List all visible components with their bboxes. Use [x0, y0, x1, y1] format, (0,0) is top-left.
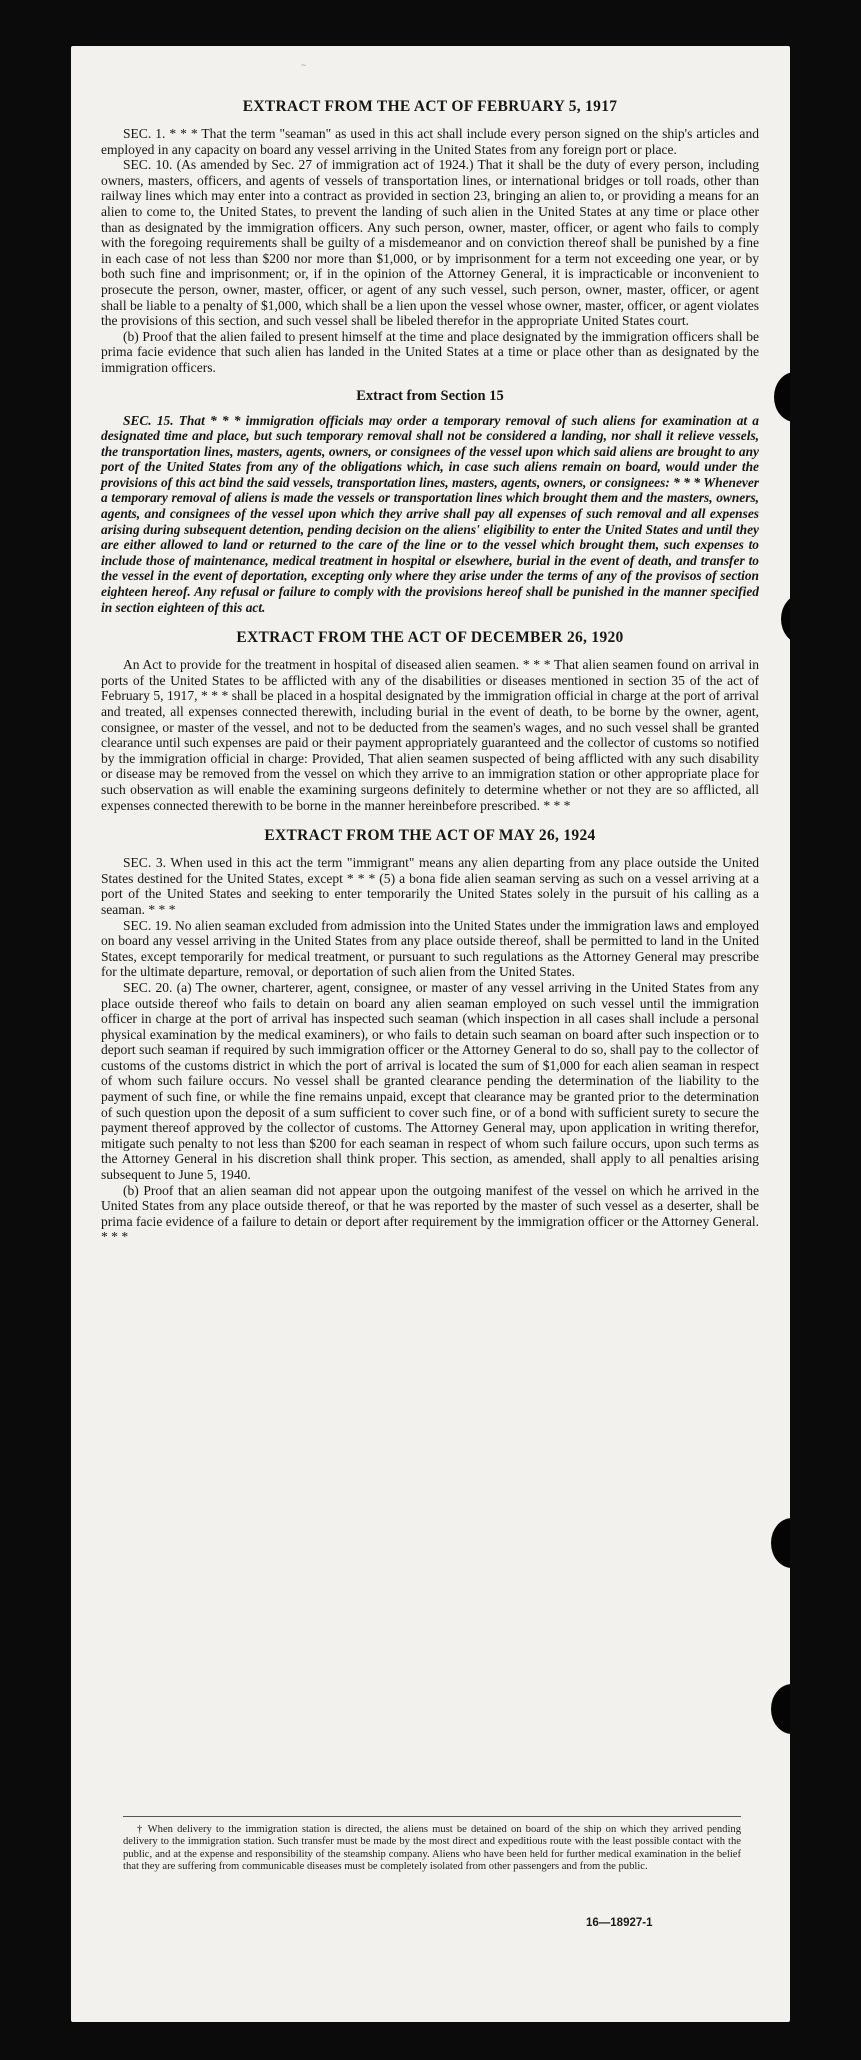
italic-paragraph: SEC. 15. That * * * immigration officials may order a temporary removal of such aliens for examination at a designated time and place, but such temporary removal shall not be considered a landing, nor shall it relieve vessels, the transportation lines, masters, agents, owners, or consignees of the vessel upon which said aliens are brought to any port of the United States from any of the obligations which, in case such aliens remain on board, would under the provisions of this act bind the said vessels, transportation lines, masters, agents, owners, or consignees: * * * Whenever a temporary removal of aliens is made the vessels or transportation lines which brought them and the masters, owners, agents, and consignees of the vessel upon which they arrive shall pay all expenses of such removal and all expenses arising during subsequent detention, pending decision on the aliens' eligibility to enter the United States and until they are either allowed to land or returned to the care of the line or to the vessel which brought them, such expenses to include those of maintenance, medical treatment in hospital or elsewhere, burial in the event of death, and transfer to the vessel in the event of deportation, excepting only where they arise under the terms of any of the provisos of section eighteen hereof. Any refusal or failure to comply with the provisions hereof shall be punished in the manner specified in section eighteen of this act. [101, 412, 759, 615]
page-mark: ~ [301, 60, 307, 70]
punch-hole-icon [771, 1684, 790, 1734]
section-title: EXTRACT FROM THE ACT OF FEBRUARY 5, 1917 [242, 98, 618, 115]
footnote [123, 1816, 741, 1874]
section-extract-15 [101, 388, 759, 616]
paragraph: (b) Proof that an alien seaman did not appear upon the outgoing manifest of the vessel on which he arrived in the United States from any place outside thereof, or that he was reported by the master of such vessel as a deserter, shall be prima facie evidence of a failure to detain or deport after requirement by the immigration officer or the Attorney General. * * * [101, 1182, 759, 1245]
paragraph: SEC. 1. * * * That the term "seaman" as used in this act shall include every person signed on the ship's articles and employed in any capacity on board any vessel arriving in the United States from any foreign port or place. [101, 126, 759, 157]
punch-hole-icon [771, 1518, 790, 1568]
document-body [101, 98, 759, 1245]
section-act-1917 [101, 98, 759, 376]
section-act-1924 [101, 827, 759, 1245]
section-act-1920 [101, 629, 759, 813]
section-title: EXTRACT FROM THE ACT OF MAY 26, 1924 [264, 827, 596, 845]
paragraph: SEC. 20. (a) The owner, charterer, agent, consignee, or master of any vessel arriving in the United States from any place outside thereof who fails to detain on board any alien seaman employed on such vessel until the immigration officer in charge at the port of arrival has inspected such seaman (which inspection in all cases shall include a personal physical examination by the medical examiners), or who fails to detain such seaman on board after such inspection or to deport such seaman if required by such immigration officer or the Attorney General to do so, shall pay to the collector of customs of the customs district in which the port of arrival is located the sum of $1,000 for each alien seaman in respect of whom such failure occurs. No vessel shall be granted clearance pending the determination of the liability to the payment of such fine, or while the fine remains unpaid, except that clearance may be granted prior to the determination of such question upon the deposit of a sum sufficient to cover such fine, or of a bond with sufficient surety to secure the payment thereof approved by the collector of customs. The Attorney General may, upon application in writing therefor, mitigate such penalty to not less than $200 for each seaman in respect of whom such failure occurs, upon such terms as the Attorney General in his discretion shall think proper. This section, as amended, shall apply to all penalties arising subsequent to June 5, 1940. [101, 979, 759, 1183]
form-number: 16—18927-1 [586, 1917, 653, 1929]
section-subtitle: Extract from Section 15 [356, 387, 504, 404]
paragraph: (b) Proof that the alien failed to present himself at the time and place designated by the immigration officers shall be prima facie evidence that such alien has landed in the United States at a time or place other than as designated by the immigration officers. [101, 328, 759, 375]
paragraph: SEC. 10. (As amended by Sec. 27 of immigration act of 1924.) That it shall be the duty of every person, including owners, masters, officers, and agents of vessels of transportation lines, or international bridges or toll roads, other than railway lines which may enter into a contract as provided in section 23, bringing an alien to, or providing a means for an alien to come to, the United States, to prevent the landing of such alien in the United States at any time or place other than as designated by the immigration officers. Any such person, owner, master, officer, or agent who fails to comply with the foregoing requirements shall be guilty of a misdemeanor and on conviction thereof shall be punished by a fine in each case of not less than $200 nor more than $1,000, or by imprisonment for a term not exceeding one year, or by both such fine and imprisonment; or, if in the opinion of the Attorney General, it is impracticable or inconvenient to prosecute the person, owner, master, officer, or agent of any such vessel, such person, owner, master, officer, or agent shall be liable to a penalty of $1,000, which shall be a lien upon the vessel whose owner, master, officer, or agent violates the provisions of this section, and such vessel shall be libeled therefor in the appropriate United States court. [101, 157, 759, 329]
paragraph: SEC. 3. When used in this act the term "immigrant" means any alien departing from any place outside the United States destined for the United States, except * * * (5) a bona fide alien seaman serving as such on a vessel arriving at a port of the United States and seeking to enter temporarily the United States solely in the pursuit of his calling as a seaman. * * * [101, 855, 759, 917]
paragraph: SEC. 19. No alien seaman excluded from admission into the United States under the immigration laws and employed on board any vessel arriving in the United States from any place outside thereof, shall be permitted to land in the United States, except temporarily for medical treatment, or pursuant to such regulations as the Attorney General may prescribe for the ultimate departure, removal, or deportation of such alien from the United States. [101, 917, 759, 980]
section-title: EXTRACT FROM THE ACT OF DECEMBER 26, 1920 [236, 629, 624, 647]
punch-hole-icon [774, 372, 790, 422]
document-page [71, 46, 790, 2022]
paragraph: An Act to provide for the treatment in hospital of diseased alien seamen. * * * That alien seamen found on arrival in ports of the United States to be afflicted with any of the disabilities or diseases mentioned in section 35 of the act of February 5, 1917, * * * shall be placed in a hospital designated by the immigration official in charge at the port of arrival and treated, all expenses connected therewith, including burial in the event of death, to be borne by the owner, agent, consignee, or master of the vessel, and not to be deducted from the seamen's wages, and no such vessel shall be granted clearance until such expenses are paid or their payment appropriately guaranteed and the collector of customs so notified by the immigration official in charge: Provided, That alien seamen suspected of being afflicted with any such disability or disease may be removed from the vessel on which they arrive to an immigration station or other appropriate place for such observation as will enable the examining surgeons definitely to determine whether or not they are so afflicted, all expenses connected therewith to be borne in the manner hereinbefore prescribed. * * * [101, 657, 759, 813]
punch-hole-icon [781, 594, 790, 644]
footnote-text: † When delivery to the immigration station is directed, the aliens must be detained on board of the ship on which they arrived pending delivery to the immigration station. Such transfer must be made by the most direct and expeditious route with the least possible contact with the public, and at the expense and responsibility of the steamship company. Aliens who have been held for further medical examination in the belief that they are suffering from communicable diseases must be completely isolated from other passengers and from the public. [123, 1824, 741, 1873]
